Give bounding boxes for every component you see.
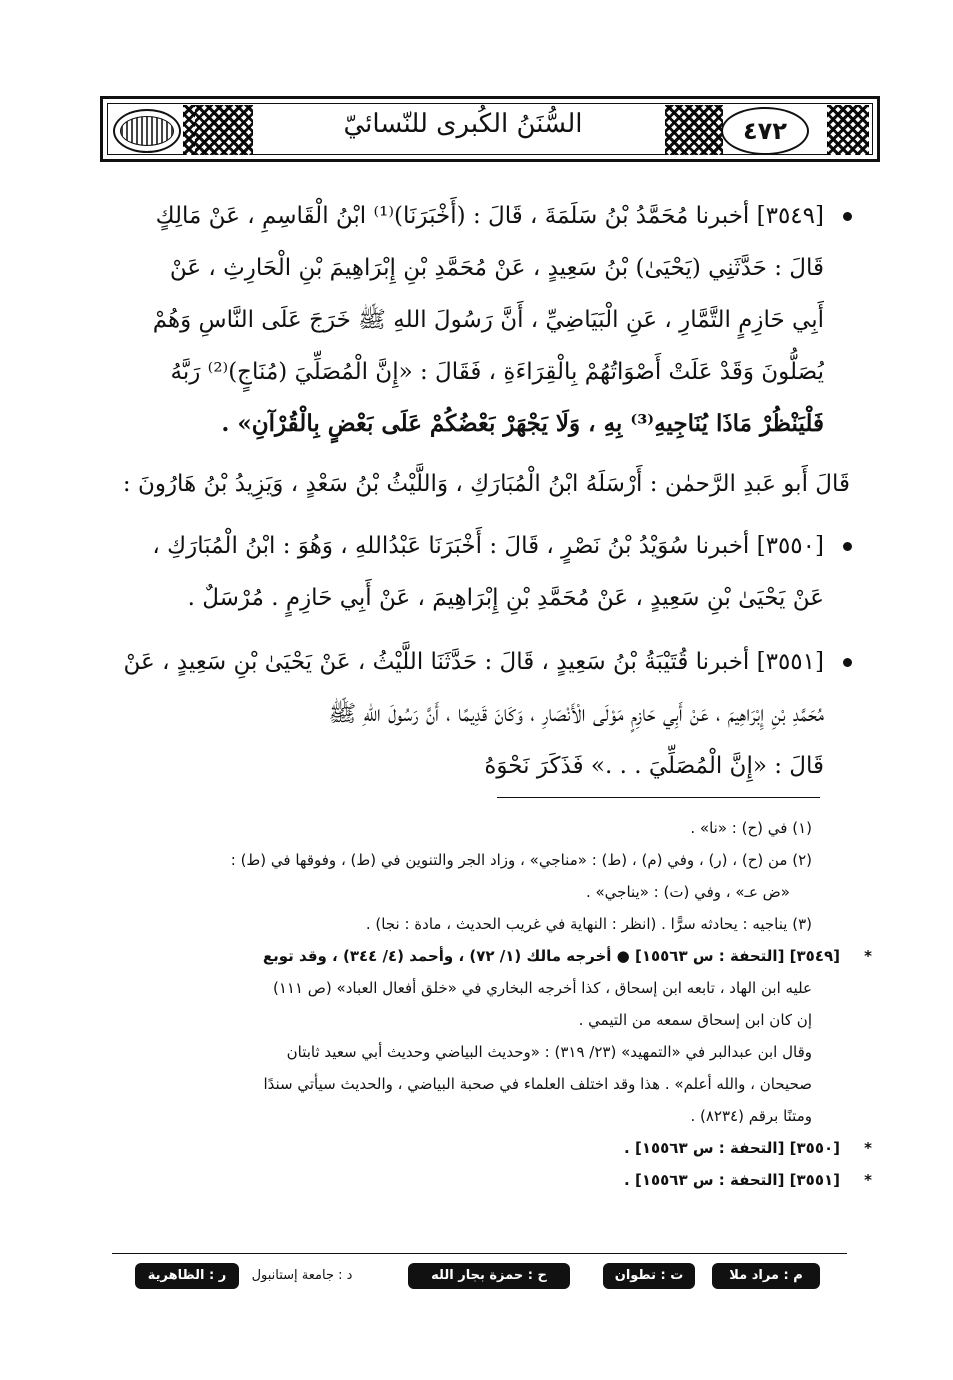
legend-r: ر : الظاهرية — [135, 1263, 239, 1289]
text-line: [٣٥٤٩] أخبرنا مُحَمَّدُ بْنُ سَلَمَةَ ، قَالَ : (أَخْبَرَنَا)⁽¹⁾ ابْنُ الْقَاسِمِ ، عَنْ مَالِكٍ — [155, 203, 824, 229]
text-line: قَالَ أَبو عَبدِ الرَّحمٰن : أَرْسَلَهُ ابْنُ الْمُبَارَكِ ، وَاللَّيْثُ بْنُ سَعْدٍ ، وَيَزِيدُ بْنُ هَارُونَ : — [122, 471, 850, 497]
takhrij-line: [٣٥٤٩] [التحفة : س ١٥٥٦٣] ● أخرجه مالك (١/ ٧٢) ، وأحمد (٤/ ٣٤٤) ، وقد توبع — [262, 947, 840, 965]
footnotes — [110, 812, 872, 1196]
text-line: قَالَ : حَدَّثَنِي (يَحْيَىٰ) بْنُ سَعِيدٍ ، عَنْ مُحَمَّدِ بْنِ إِبْرَاهِيمَ بْنِ الْحَارِثِ ، عَنْ — [169, 255, 824, 281]
takhrij-line: صحيحان ، والله أعلم» . هذا وقد اختلف العلماء في صحبة البياضي ، والحديث سيأتي سندًا — [263, 1075, 812, 1093]
takhrij-3549 — [110, 940, 872, 1132]
hadith-3550 — [105, 520, 850, 624]
bullet-icon — [843, 542, 852, 551]
footnote-1: (١) في (ح) : «نا» . — [690, 819, 812, 837]
author-note — [105, 458, 850, 510]
takhrij-line: [٣٥٥٠] [التحفة : س ١٥٥٦٣] . — [624, 1139, 840, 1157]
main-text — [105, 190, 850, 792]
text-line: مُحَمَّدِ بْنِ إِبْرَاهِيمَ ، عَنْ أَبِي حَازِمٍ مَوْلَى الْأَنْصَارِ ، وَكَانَ قَدِيمًا ، أَنَّ رَسُولَ اللهِ ﷺ — [328, 701, 824, 727]
legend-h: ح : حمزة بجار الله — [408, 1263, 570, 1289]
book-title: السُّنَنُ الكُبرى للنّسائيّ — [343, 109, 583, 139]
hadith-3549 — [105, 190, 850, 450]
takhrij-3550 — [110, 1132, 872, 1164]
logo-oval — [113, 109, 181, 153]
legend-m: م : مراد ملا — [712, 1263, 820, 1289]
text-line: قَالَ : «إِنَّ الْمُصَلِّيَ . . .» فَذَكَرَ نَحْوَهُ — [484, 753, 824, 779]
hadith-3551 — [105, 636, 850, 792]
text-line: [٣٥٥١] أخبرنا قُتَيْبَةُ بْنُ سَعِيدٍ ، قَالَ : حَدَّثَنَا اللَّيْثُ ، عَنْ يَحْيَىٰ بْنِ سَعِيدٍ ، عَنْ — [123, 649, 824, 675]
text-line: يُصَلُّونَ وَقَدْ عَلَتْ أَصْوَاتُهُمْ بِالْقِرَاءَةِ ، فَقَالَ : «إِنَّ الْمُصَلِّيَ (مُنَاجٍ)⁽²⁾ رَبَّهُ — [170, 359, 824, 385]
footnote-3: (٣) يناجيه : يحادثه سرًّا . (انظر : النهاية في غريب الحديث ، مادة : نجا) . — [365, 915, 812, 933]
header-ornament — [183, 105, 195, 155]
legend-d: د : جامعة إستانبول — [251, 1268, 353, 1283]
takhrij-line: إن كان ابن إسحاق سمعه من التيمي . — [578, 1011, 812, 1029]
star-icon: * — [864, 1139, 872, 1157]
text-line: أَبِي حَازِمٍ التَّمَّارِ ، عَنِ الْبَيَاضِيِّ ، أَنَّ رَسُولَ اللهِ ﷺ خَرَجَ عَلَى النَّاسِ وَهُمْ — [152, 307, 824, 333]
page-number: ٤٧٢ — [721, 107, 809, 155]
book-logo — [109, 105, 183, 155]
text-line: فَلْيَنْظُرْ مَاذَا يُنَاجِيهِ⁽³⁾ بِهِ ، وَلَا يَجْهَرْ بَعْضُكُمْ عَلَى بَعْضٍ بِالْقُرْآنِ» . — [221, 410, 824, 437]
star-icon: * — [864, 1171, 872, 1189]
takhrij-line: عليه ابن الهاد ، تابعه ابن إسحاق ، كذا أخرجه البخاري في «خلق أفعال العباد» (ص ١١١) — [272, 979, 812, 997]
footnote-2: (٢) من (ح) ، (ر) ، وفي (م) ، (ط) : «مناجي» ، وزاد الجر والتنوين في (ط) ، وفوقها في (ط) : — [230, 851, 812, 869]
legend-rule — [112, 1253, 847, 1254]
footnote-divider — [497, 797, 820, 798]
header-ornament — [665, 105, 723, 155]
star-icon: * — [864, 947, 872, 965]
footnote-2-cont: «ض عـ» ، وفي (ت) : «يناجي» . — [585, 883, 790, 901]
text-line: عَنْ يَحْيَىٰ بْنِ سَعِيدٍ ، عَنْ مُحَمَّدِ بْنِ إِبْرَاهِيمَ ، عَنْ أَبِي حَازِمٍ . مُرْسَلٌ . — [187, 585, 824, 611]
header-ornament — [195, 105, 253, 155]
bullet-icon — [843, 212, 852, 221]
text-line: [٣٥٥٠] أخبرنا سُوَيْدُ بْنُ نَصْرٍ ، قَالَ : أَخْبَرَنَا عَبْدُاللهِ ، وَهُوَ : ابْنُ الْمُبَارَكِ ، — [152, 533, 824, 559]
page-header — [100, 96, 880, 162]
takhrij-line: وقال ابن عبدالبر في «التمهيد» (٢٣/ ٣١٩) : «وحديث البياضي وحديث أبي سعيد ثابتان — [286, 1043, 812, 1061]
takhrij-line: [٣٥٥١] [التحفة : س ١٥٥٦٣] . — [624, 1171, 840, 1189]
header-ornament — [827, 105, 869, 155]
bullet-icon — [843, 658, 852, 667]
takhrij-3551 — [110, 1164, 872, 1196]
legend-t: ت : تطوان — [603, 1263, 695, 1289]
takhrij-line: ومتنًا برقم (٨٢٣٤) . — [690, 1107, 812, 1125]
